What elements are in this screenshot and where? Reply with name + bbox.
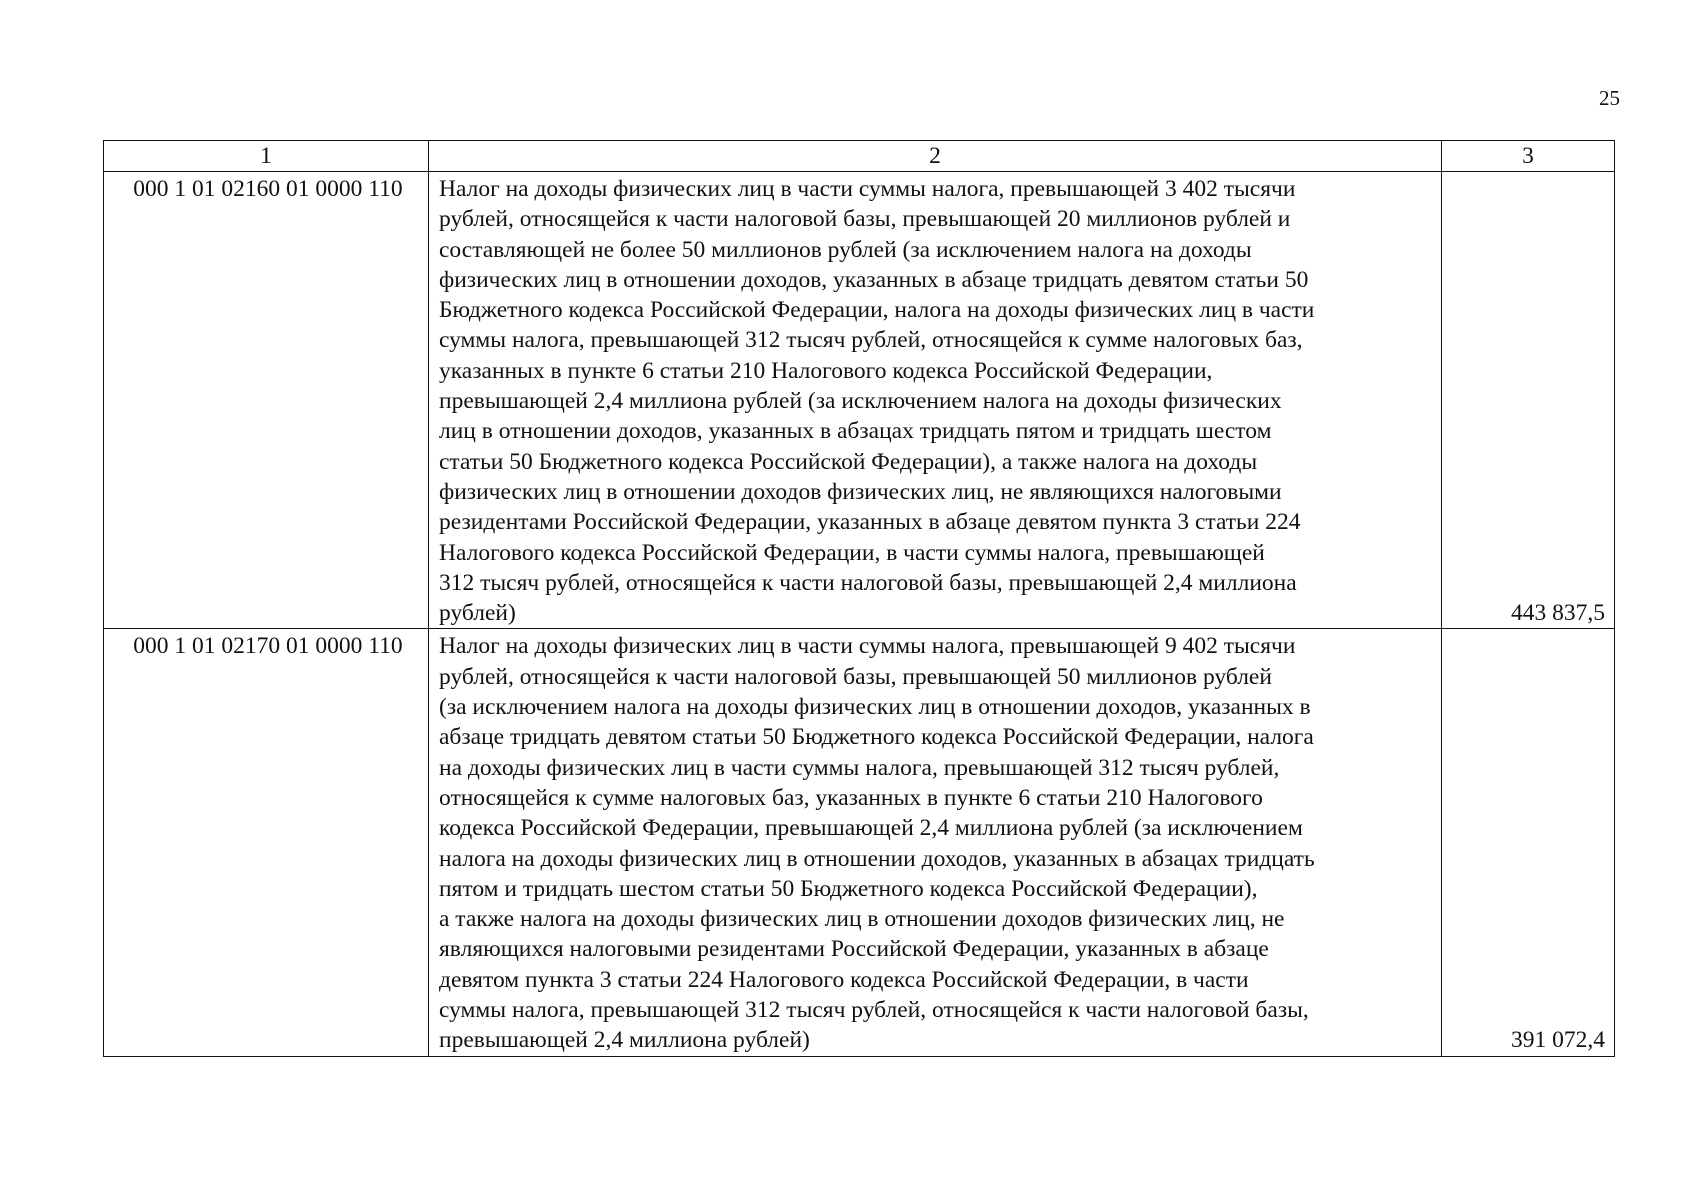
description-line: превышающей 2,4 миллиона рублей (за исключением налога на доходы физических — [439, 388, 1282, 415]
description-line: (за исключением налога на доходы физических лиц в отношении доходов, указанных в — [439, 694, 1311, 721]
column-header-1: 1 — [104, 141, 429, 172]
description-line: статьи 50 Бюджетного кодекса Российской Федерации), а также налога на доходы — [439, 448, 1258, 475]
description-line: превышающей 2,4 миллиона рублей) — [439, 1027, 810, 1054]
description-line: физических лиц в отношении доходов, указанных в абзаце тридцать девятом статьи 50 — [439, 266, 1309, 293]
description-line: Бюджетного кодекса Российской Федерации, налога на доходы физических лиц в части — [439, 297, 1315, 324]
amount-value: 443 837,5 — [1442, 172, 1615, 629]
description-line: абзаце тридцать девятом статьи 50 Бюджетного кодекса Российской Федерации, налога — [439, 724, 1314, 751]
amount-value: 391 072,4 — [1442, 629, 1615, 1056]
description-line: 312 тысяч рублей, относящейся к части налоговой базы, превышающей 2,4 миллиона — [439, 569, 1297, 596]
table-header-row — [104, 141, 1615, 172]
column-header-2: 2 — [429, 141, 1442, 172]
revenue-description — [429, 629, 1442, 1056]
description-line: налога на доходы физических лиц в отношении доходов, указанных в абзацах тридцать — [439, 845, 1315, 872]
table-row — [104, 629, 1615, 1056]
description-line: составляющей не более 50 миллионов рублей (за исключением налога на доходы — [439, 236, 1252, 263]
description-line: Налог на доходы физических лиц в части суммы налога, превышающей 9 402 тысячи — [439, 633, 1296, 660]
revenue-description — [429, 172, 1442, 629]
description-line: Налог на доходы физических лиц в части суммы налога, превышающей 3 402 тысячи — [439, 176, 1296, 202]
description-line: суммы налога, превышающей 312 тысяч рублей, относящейся к сумме налоговых баз, — [439, 327, 1303, 354]
description-line: на доходы физических лиц в части суммы налога, превышающей 312 тысяч рублей, — [439, 754, 1280, 781]
description-line: рублей, относящейся к части налоговой базы, превышающей 20 миллионов рублей и — [439, 206, 1291, 233]
description-line: а также налога на доходы физических лиц в отношении доходов физических лиц, не — [439, 906, 1285, 933]
description-line: являющихся налоговыми резидентами Российской Федерации, указанных в абзаце — [439, 936, 1269, 963]
budget-revenue-table — [103, 140, 1615, 1057]
description-line: кодекса Российской Федерации, превышающей 2,4 миллиона рублей (за исключением — [439, 815, 1303, 842]
description-line: лиц в отношении доходов, указанных в абзацах тридцать пятом и тридцать шестом — [439, 418, 1272, 445]
description-line: резидентами Российской Федерации, указанных в абзаце девятом пункта 3 статьи 224 — [439, 509, 1301, 536]
budget-code: 000 1 01 02170 01 0000 110 — [104, 629, 429, 1056]
description-line: рублей, относящейся к части налоговой базы, превышающей 50 миллионов рублей — [439, 663, 1272, 690]
description-line: пятом и тридцать шестом статьи 50 Бюджетного кодекса Российской Федерации), — [439, 875, 1258, 902]
column-header-3: 3 — [1442, 141, 1615, 172]
page-number: 25 — [1599, 86, 1620, 110]
description-line: суммы налога, превышающей 312 тысяч рублей, относящейся к части налоговой базы, — [439, 997, 1309, 1024]
description-line: указанных в пункте 6 статьи 210 Налогового кодекса Российской Федерации, — [439, 357, 1213, 384]
budget-code: 000 1 01 02160 01 0000 110 — [104, 172, 429, 629]
description-line: Налогового кодекса Российской Федерации, в части суммы налога, превышающей — [439, 539, 1265, 566]
description-line: относящейся к сумме налоговых баз, указанных в пункте 6 статьи 210 Налогового — [439, 784, 1263, 811]
description-line: физических лиц в отношении доходов физических лиц, не являющихся налоговыми — [439, 478, 1282, 505]
table-row — [104, 172, 1615, 629]
description-line: рублей) — [439, 600, 516, 627]
description-line: девятом пункта 3 статьи 224 Налогового кодекса Российской Федерации, в части — [439, 966, 1249, 993]
